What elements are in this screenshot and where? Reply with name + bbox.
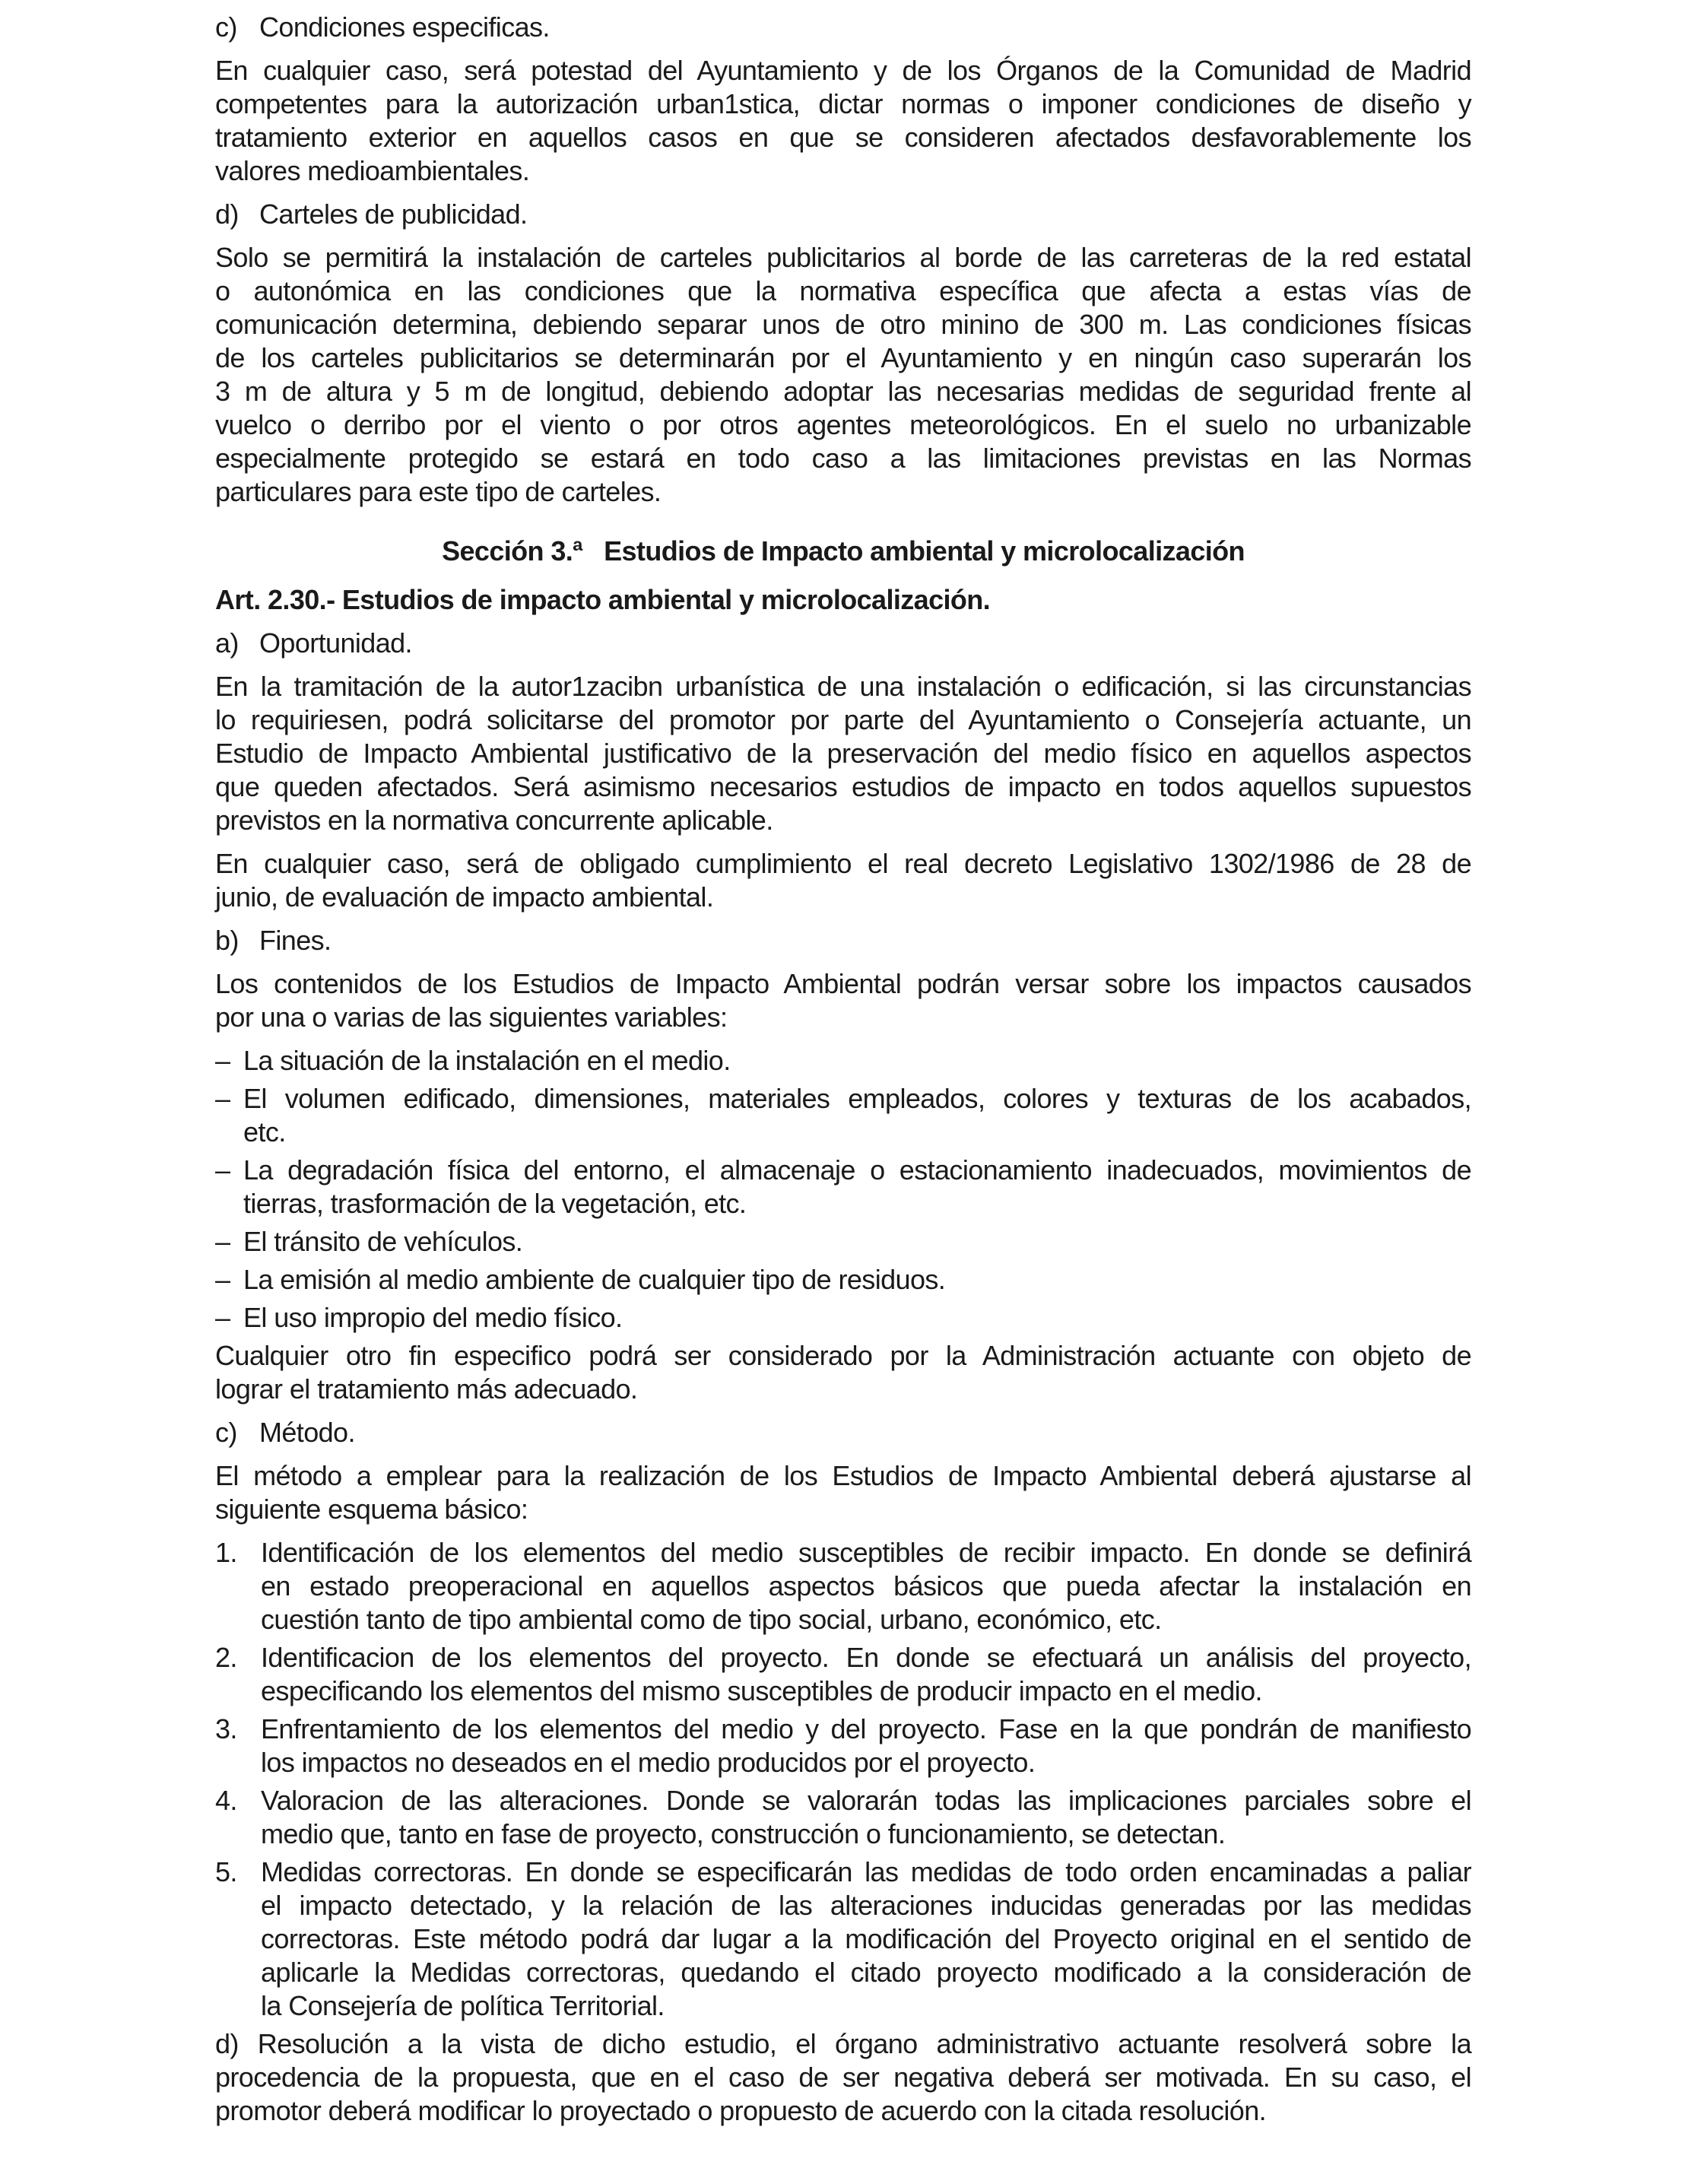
text-line: particulares para este tipo de carteles. <box>215 476 662 507</box>
text-line: promotor deberá modificar lo proyectado o propuesto de acuerdo con la citada resolución. <box>215 2095 1267 2126</box>
text-line: lograr el tratamiento más adecuado. <box>215 1373 638 1405</box>
text-line: El uso impropio del medio físico. <box>243 1302 623 1333</box>
text-line: Estudio de Impacto Ambiental justificativo de la preservación del medio físico en aquellos aspectos <box>215 738 1471 769</box>
text-line: Identificación de los elementos del medio susceptibles de recibir impacto. En donde se definirá <box>261 1537 1471 1568</box>
label-marker: a) <box>215 627 239 659</box>
text-line: aplicarle la Medidas correctoras, quedando el citado proyecto modificado a la consideración de <box>261 1957 1471 1988</box>
text-line: El método a emplear para la realización de los Estudios de Impacto Ambiental deberá ajustarse al <box>215 1460 1471 1491</box>
text-line <box>215 924 1471 957</box>
text-line: El volumen edificado, dimensiones, materiales empleados, colores y texturas de los acabados, <box>243 1083 1471 1114</box>
text-line <box>215 1416 1471 1449</box>
text-line: tierras, trasformación de la vegetación, etc. <box>243 1188 747 1219</box>
text-line <box>215 627 1471 660</box>
label-text: Método. <box>259 1417 355 1448</box>
text-line: En cualquier caso, será potestad del Ayuntamiento y de los Órganos de la Comunidad de Madrid <box>215 55 1471 86</box>
text-line: por una o varias de las siguientes variables: <box>215 1002 728 1033</box>
text-line: 3 m de altura y 5 m de longitud, debiendo adoptar las necesarias medidas de seguridad frente al <box>215 376 1471 407</box>
text-line: La degradación física del entorno, el almacenaje o estacionamiento inadecuados, movimientos de <box>243 1154 1471 1186</box>
text-line: el impacto detectado, y la relación de las alteraciones inducidas generadas por las medidas <box>261 1890 1471 1921</box>
text-line: En la tramitación de la autor1zacibn urbanística de una instalación o edificación, si las circunstancias <box>215 671 1471 702</box>
text-line: Medidas correctoras. En donde se especificarán las medidas de todo orden encaminadas a paliar <box>261 1856 1471 1887</box>
list-marker: 5. <box>215 1856 237 1887</box>
text-line: Cualquier otro fin especifico podrá ser considerado por la Administración actuante con objeto de <box>215 1340 1471 1371</box>
text-line <box>215 198 1471 231</box>
label-text: Condiciones especificas. <box>259 11 550 43</box>
text-line: en estado preoperacional en aquellos aspectos básicos que pueda afectar la instalación en <box>261 1570 1471 1601</box>
text-line: lo requiriesen, podrá solicitarse del promotor por parte del Ayuntamiento o Consejería actuante, un <box>215 704 1471 735</box>
text-line: especificando los elementos del mismo susceptibles de producir impacto en el medio. <box>261 1675 1262 1706</box>
paragraph <box>215 54 1471 188</box>
text-line: medio que, tanto en fase de proyecto, construcción o funcionamiento, se detectan. <box>261 1818 1226 1849</box>
paragraph <box>215 1339 1471 1406</box>
bullet-item <box>215 1044 1471 1078</box>
bullet-item <box>215 1082 1471 1149</box>
text-line: vuelco o derribo por el viento o por otros agentes meteorológicos. En el suelo no urbanizable <box>215 409 1471 440</box>
bullet-item <box>215 1225 1471 1259</box>
list-marker: 3. <box>215 1713 237 1744</box>
text-line: Art. 2.30.- Estudios de impacto ambiental y microlocalización. <box>215 584 991 615</box>
paragraph <box>215 241 1471 509</box>
label-text: Fines. <box>259 925 332 956</box>
label-text: Oportunidad. <box>259 627 412 659</box>
list-marker: 1. <box>215 1537 237 1568</box>
text-line: Sección 3.ª Estudios de Impacto ambiental y microlocalización <box>442 535 1245 567</box>
numbered-item <box>215 1784 1471 1851</box>
label-marker: b) <box>215 925 239 956</box>
label-text: Carteles de publicidad. <box>259 198 528 230</box>
bullet-item <box>215 1154 1471 1221</box>
text-line: competentes para la autorización urban1stica, dictar normas o imponer condiciones de diseño y <box>215 88 1471 119</box>
list-marker: – <box>215 1045 230 1076</box>
document-page <box>215 11 1471 2138</box>
text-line: comunicación determina, debiendo separar unos de otro minino de 300 m. Las condiciones físicas <box>215 309 1471 340</box>
subsection-label <box>215 198 1471 231</box>
paragraph <box>215 1459 1471 1526</box>
label-marker: c) <box>215 1417 237 1448</box>
text-line: En cualquier caso, será de obligado cumplimiento el real decreto Legislativo 1302/1986 de 28 de <box>215 848 1471 879</box>
list-marker: 2. <box>215 1642 237 1673</box>
list-marker: – <box>215 1154 230 1186</box>
paragraph <box>215 2027 1471 2128</box>
text-line: La situación de la instalación en el medio. <box>243 1045 731 1076</box>
numbered-item <box>215 1855 1471 2023</box>
text-line: procedencia de la propuesta, que en el caso de ser negativa deberá ser motivada. En su caso, el <box>215 2062 1471 2093</box>
text-line: Enfrentamiento de los elementos del medio y del proyecto. Fase en la que pondrán de manifiesto <box>261 1713 1471 1744</box>
text-line: que queden afectados. Será asimismo necesarios estudios de impacto en todos aquellos supuestos <box>215 771 1471 802</box>
numbered-item <box>215 1713 1471 1779</box>
paragraph <box>215 967 1471 1034</box>
paragraph <box>215 847 1471 914</box>
text-line: cuestión tanto de tipo ambiental como de tipo social, urbano, económico, etc. <box>261 1604 1162 1635</box>
text-line: etc. <box>243 1116 286 1148</box>
list-marker: – <box>215 1226 230 1257</box>
numbered-item <box>215 1641 1471 1708</box>
text-line: d) Resolución a la vista de dicho estudio, el órgano administrativo actuante resolverá sobre la <box>215 2028 1471 2059</box>
label-marker: c) <box>215 11 237 43</box>
text-line: de los carteles publicitarios se determinarán por el Ayuntamiento y en ningún caso superarán los <box>215 342 1471 373</box>
text-line: junio, de evaluación de impacto ambiental. <box>215 881 714 913</box>
text-line: Identificacion de los elementos del proyecto. En donde se efectuará un análisis del proyecto, <box>261 1642 1471 1673</box>
text-line: Solo se permitirá la instalación de carteles publicitarios al borde de las carreteras de la red estatal <box>215 242 1471 273</box>
numbered-item <box>215 1536 1471 1636</box>
article-heading <box>215 583 1471 617</box>
subsection-label <box>215 627 1471 660</box>
text-line: siguiente esquema básico: <box>215 1494 528 1525</box>
text-line: previstos en la normativa concurrente aplicable. <box>215 805 773 836</box>
text-line: valores medioambientales. <box>215 155 530 186</box>
text-line: especialmente protegido se estará en todo caso a las limitaciones previstas en las Normas <box>215 443 1471 474</box>
subsection-label <box>215 11 1471 44</box>
label-marker: d) <box>215 198 239 230</box>
text-line: tratamiento exterior en aquellos casos en que se consideren afectados desfavorablemente los <box>215 122 1471 153</box>
list-marker: – <box>215 1083 230 1114</box>
text-line: El tránsito de vehículos. <box>243 1226 523 1257</box>
text-line: correctoras. Este método podrá dar lugar a la modificación del Proyecto original en el sentido de <box>261 1923 1471 1954</box>
section-heading <box>215 535 1471 568</box>
paragraph <box>215 670 1471 837</box>
text-line: la Consejería de política Territorial. <box>261 1990 665 2021</box>
list-marker: 4. <box>215 1785 237 1816</box>
list-marker: – <box>215 1264 230 1295</box>
subsection-label <box>215 924 1471 957</box>
text-line <box>215 11 1471 44</box>
text-line: los impactos no deseados en el medio producidos por el proyecto. <box>261 1747 1036 1778</box>
subsection-label <box>215 1416 1471 1449</box>
list-marker: – <box>215 1302 230 1333</box>
bullet-item <box>215 1263 1471 1297</box>
text-line: La emisión al medio ambiente de cualquier tipo de residuos. <box>243 1264 946 1295</box>
text-line: Valoracion de las alteraciones. Donde se valorarán todas las implicaciones parciales sobre el <box>261 1785 1471 1816</box>
bullet-item <box>215 1301 1471 1335</box>
text-line: o autonómica en las condiciones que la normativa específica que afecta a estas vías de <box>215 275 1471 306</box>
text-line: Los contenidos de los Estudios de Impacto Ambiental podrán versar sobre los impactos causados <box>215 968 1471 999</box>
